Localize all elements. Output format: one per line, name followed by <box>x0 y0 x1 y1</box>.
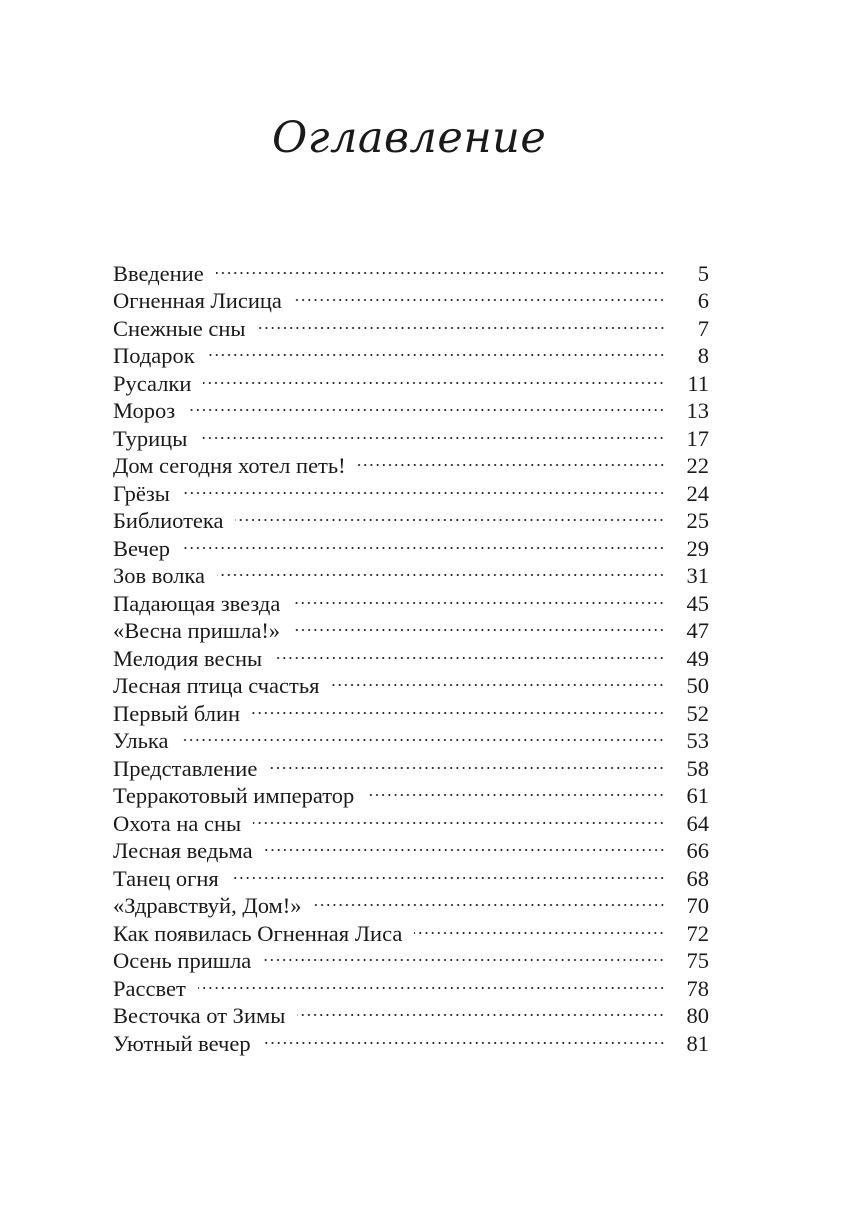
toc-entry-page-number: 58 <box>686 755 709 781</box>
toc-entry-page-number: 68 <box>686 865 709 891</box>
dot-leader <box>294 281 665 309</box>
toc-entry-page-number: 52 <box>686 700 709 726</box>
toc-entry-label: Русалки <box>113 370 192 396</box>
toc-entry-label: Представление <box>113 755 258 781</box>
toc-entry-label: Лесная птица счастья <box>113 673 320 698</box>
toc-entry <box>113 996 709 1028</box>
toc-entry-label: Рассвет <box>113 975 186 1001</box>
toc-entry-page-number: 11 <box>687 370 709 396</box>
toc-entry-label: Дом сегодня хотел петь! <box>113 453 346 478</box>
dot-leader <box>292 583 665 611</box>
toc-entry-label: Весточка от Зимы <box>113 1003 286 1028</box>
toc-entry-label: Улька <box>113 728 169 753</box>
toc-entry-label: Танец огня <box>113 865 219 891</box>
toc-entry-label: Снежные сны <box>113 315 246 341</box>
dot-leader <box>263 941 665 969</box>
toc-entry <box>113 501 709 533</box>
toc-entry-page-number: 17 <box>686 425 709 451</box>
toc-entry-label: «Здравствуй, Дом!» <box>113 893 302 918</box>
dot-leader <box>265 831 665 859</box>
toc-entry-label: Первый блин <box>113 700 241 726</box>
dot-leader <box>182 473 665 501</box>
dot-leader <box>180 721 665 749</box>
toc-entry-page-number: 66 <box>686 838 709 863</box>
toc-entry <box>113 253 709 286</box>
dot-leader <box>274 638 665 666</box>
toc-entry-label: Уютный вечер <box>113 1030 251 1056</box>
toc-entry <box>113 528 709 561</box>
toc-entry-label: «Весна пришла!» <box>113 618 281 643</box>
toc-entry-page-number: 7 <box>697 315 709 341</box>
toc-entry-page-number: 70 <box>686 893 709 918</box>
toc-entry-page-number: 53 <box>686 728 709 753</box>
toc-entry <box>113 363 709 396</box>
dot-leader <box>366 776 665 804</box>
toc-entry-page-number: 72 <box>686 920 709 946</box>
toc-entry-page-number: 5 <box>697 260 709 286</box>
dot-leader <box>217 556 665 584</box>
dot-leader <box>358 446 665 474</box>
toc-entry-page-number: 24 <box>686 480 709 506</box>
toc-entry-label: Вечер <box>113 535 170 561</box>
toc-entry-page-number: 61 <box>686 783 709 808</box>
dot-leader <box>263 1023 665 1051</box>
toc-entry-page-number: 13 <box>686 398 709 423</box>
dot-leader <box>331 666 665 694</box>
toc-entry <box>113 418 709 451</box>
toc-entry-label: Подарок <box>113 343 195 368</box>
dot-leader <box>252 693 665 721</box>
dot-leader <box>199 418 665 446</box>
dot-leader <box>216 253 665 281</box>
toc-entry-page-number: 31 <box>686 563 709 588</box>
toc-entry-label: Огненная Лисица <box>113 288 282 313</box>
toc-entry-label: Грёзы <box>113 480 170 506</box>
toc-entry-label: Мелодия весны <box>113 645 263 671</box>
toc-entry-page-number: 81 <box>686 1030 709 1056</box>
toc-entry-label: Как появилась Огненная Лиса <box>113 920 403 946</box>
toc-entry-page-number: 22 <box>686 453 709 478</box>
toc-entry-page-number: 50 <box>686 673 709 698</box>
toc-entry-label: Лесная ведьма <box>113 838 253 863</box>
toc-entry-page-number: 75 <box>686 948 709 973</box>
toc-entry-label: Зов волка <box>113 563 205 588</box>
toc-entry-label: Турицы <box>113 425 188 451</box>
dot-leader <box>198 968 665 996</box>
toc-entry <box>113 748 709 781</box>
dot-leader <box>182 528 665 556</box>
dot-leader <box>207 336 665 364</box>
toc-entry-label: Охота на сны <box>113 810 242 836</box>
toc-entry <box>113 556 709 588</box>
toc-entry <box>113 391 709 423</box>
dot-leader <box>231 858 665 886</box>
toc-entry-label: Терракотовый император <box>113 783 355 808</box>
page-title: Оглавление <box>272 113 547 163</box>
toc-entry <box>113 721 709 753</box>
toc-entry <box>113 446 709 478</box>
dot-leader <box>258 308 666 336</box>
dot-leader <box>314 886 665 914</box>
toc-entry-page-number: 25 <box>686 508 709 533</box>
toc-entry-page-number: 45 <box>686 590 709 616</box>
dot-leader <box>187 391 665 419</box>
table-of-contents <box>113 253 709 1056</box>
toc-entry-page-number: 8 <box>697 343 709 368</box>
toc-entry-page-number: 80 <box>686 1003 709 1028</box>
toc-entry-label: Введение <box>113 260 204 286</box>
dot-leader <box>297 996 665 1024</box>
dot-leader <box>414 913 665 941</box>
toc-entry-label: Осень пришла <box>113 948 252 973</box>
dot-leader <box>253 803 665 831</box>
toc-entry <box>113 968 709 1001</box>
dot-leader <box>203 363 665 391</box>
toc-entry-page-number: 47 <box>686 618 709 643</box>
toc-entry-label: Падающая звезда <box>113 590 281 616</box>
dot-leader <box>292 611 665 639</box>
toc-entry-page-number: 49 <box>686 645 709 671</box>
toc-entry-label: Библиотека <box>113 508 224 533</box>
toc-entry-label: Мороз <box>113 398 176 423</box>
dot-leader <box>235 501 665 529</box>
dot-leader <box>269 748 665 776</box>
toc-entry-page-number: 6 <box>697 288 709 313</box>
toc-entry-page-number: 78 <box>686 975 709 1001</box>
toc-entry-page-number: 29 <box>686 535 709 561</box>
toc-entry-page-number: 64 <box>686 810 709 836</box>
toc-entry <box>113 473 709 506</box>
